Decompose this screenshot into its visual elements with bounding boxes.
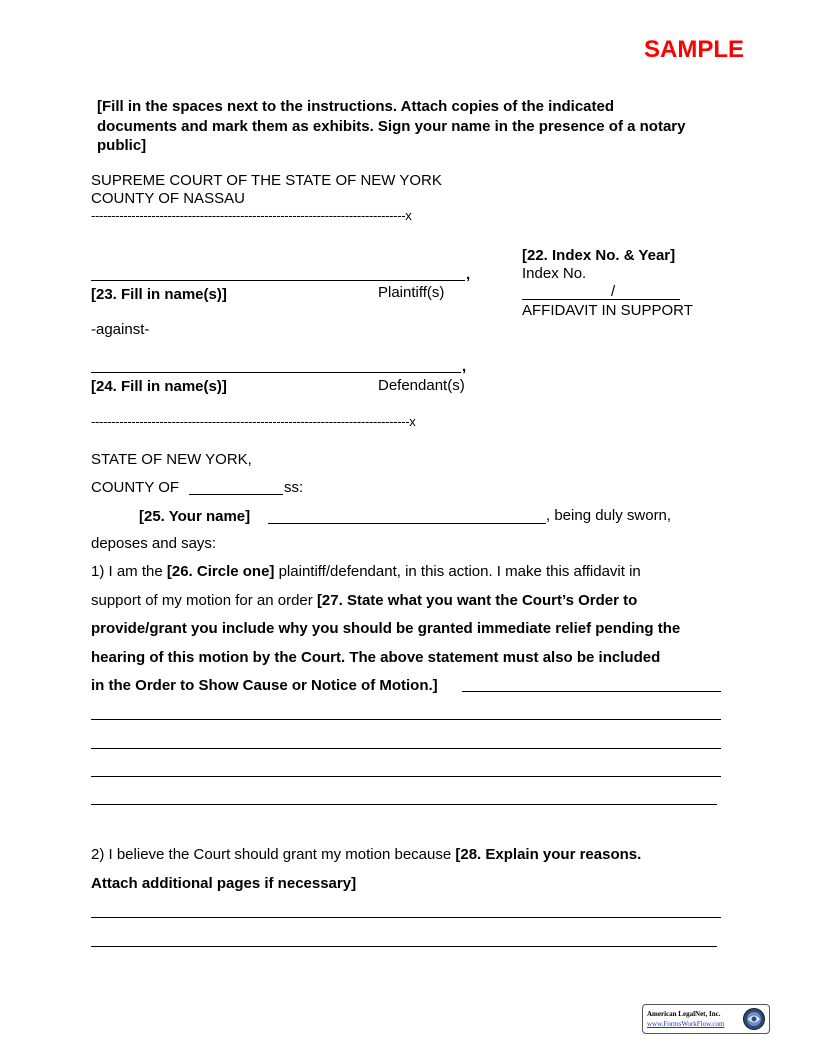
paragraph-2-line-1 [91, 846, 641, 863]
paragraph-1-line-2 [91, 592, 637, 609]
index-number-line[interactable] [522, 299, 680, 300]
deposes-text: deposes and says: [91, 535, 217, 552]
order-instruction-d: in the Order to Show Cause or Notice of Motion.] [91, 677, 438, 694]
paragraph-1-support: support of my motion for an order [91, 592, 317, 609]
order-answer-line-2[interactable] [91, 719, 721, 720]
venue-county-label: COUNTY OF [91, 479, 180, 496]
order-answer-line-4[interactable] [91, 776, 721, 777]
venue-ss: ss: [284, 479, 304, 496]
defendant-label: Defendant(s) [378, 377, 465, 394]
court-county: COUNTY OF NASSAU [91, 190, 245, 207]
order-answer-line-3[interactable] [91, 748, 721, 749]
defendant-name-line[interactable] [91, 372, 461, 373]
reasons-answer-line-2[interactable] [91, 946, 717, 947]
court-name: SUPREME COURT OF THE STATE OF NEW YORK [91, 172, 442, 189]
circle-one-instruction: [26. Circle one] [166, 563, 275, 580]
document-title: AFFIDAVIT IN SUPPORT [522, 302, 693, 319]
caption-divider-top: ------------------------------------------------------------------------------x [91, 208, 412, 223]
sample-watermark: SAMPLE [644, 36, 745, 63]
legalnet-url[interactable]: www.FormsWorkFlow.com [647, 1020, 725, 1028]
order-answer-line-1[interactable] [462, 691, 721, 692]
your-name-instruction: [25. Your name] [139, 508, 251, 525]
index-slash: / [611, 283, 616, 300]
venue-state: STATE OF NEW YORK, [91, 451, 252, 468]
plaintiff-instruction: [23. Fill in name(s)] [91, 286, 227, 303]
sworn-text: , being duly sworn, [546, 507, 672, 524]
order-instruction-a: [27. State what you want the Court’s Order to [316, 592, 638, 609]
order-instruction-c: hearing of this motion by the Court. The above statement must also be included [91, 649, 661, 666]
caption-divider-bottom: -------------------------------------------------------------------------------x [91, 414, 416, 429]
reasons-answer-line-1[interactable] [91, 917, 721, 918]
order-answer-line-5[interactable] [91, 804, 717, 805]
defendant-comma: , [462, 358, 467, 375]
defendant-instruction: [24. Fill in name(s)] [91, 378, 227, 395]
legalnet-name: American LegalNet, Inc. [647, 1010, 721, 1018]
your-name-line[interactable] [268, 523, 546, 524]
form-instructions: [Fill in the spaces next to the instructions. Attach copies of the indicated documents and mark them as exhibits. Sign your name in the presence of a notary public] [97, 98, 686, 154]
index-label: Index No. [522, 265, 587, 282]
paragraph-1-line-1 [91, 563, 641, 580]
globe-icon [742, 1007, 766, 1031]
reasons-instruction-b: Attach additional pages if necessary] [91, 875, 357, 892]
paragraph-1-rest: plaintiff/defendant, in this action. I make this affidavit in [274, 563, 641, 580]
against-label: -against- [91, 321, 150, 338]
paragraph-1-start: 1) I am the [91, 563, 167, 580]
plaintiff-label: Plaintiff(s) [378, 284, 445, 301]
order-instruction-b: provide/grant you include why you should be granted immediate relief pending the [91, 620, 681, 637]
index-instruction: [22. Index No. & Year] [522, 247, 676, 264]
reasons-instruction-a: [28. Explain your reasons. [455, 846, 642, 863]
paragraph-2-start: 2) I believe the Court should grant my motion because [91, 846, 456, 863]
plaintiff-comma: , [466, 266, 471, 283]
venue-county-line[interactable] [189, 494, 283, 495]
legalnet-badge[interactable] [642, 1004, 770, 1034]
plaintiff-name-line[interactable] [91, 280, 465, 281]
